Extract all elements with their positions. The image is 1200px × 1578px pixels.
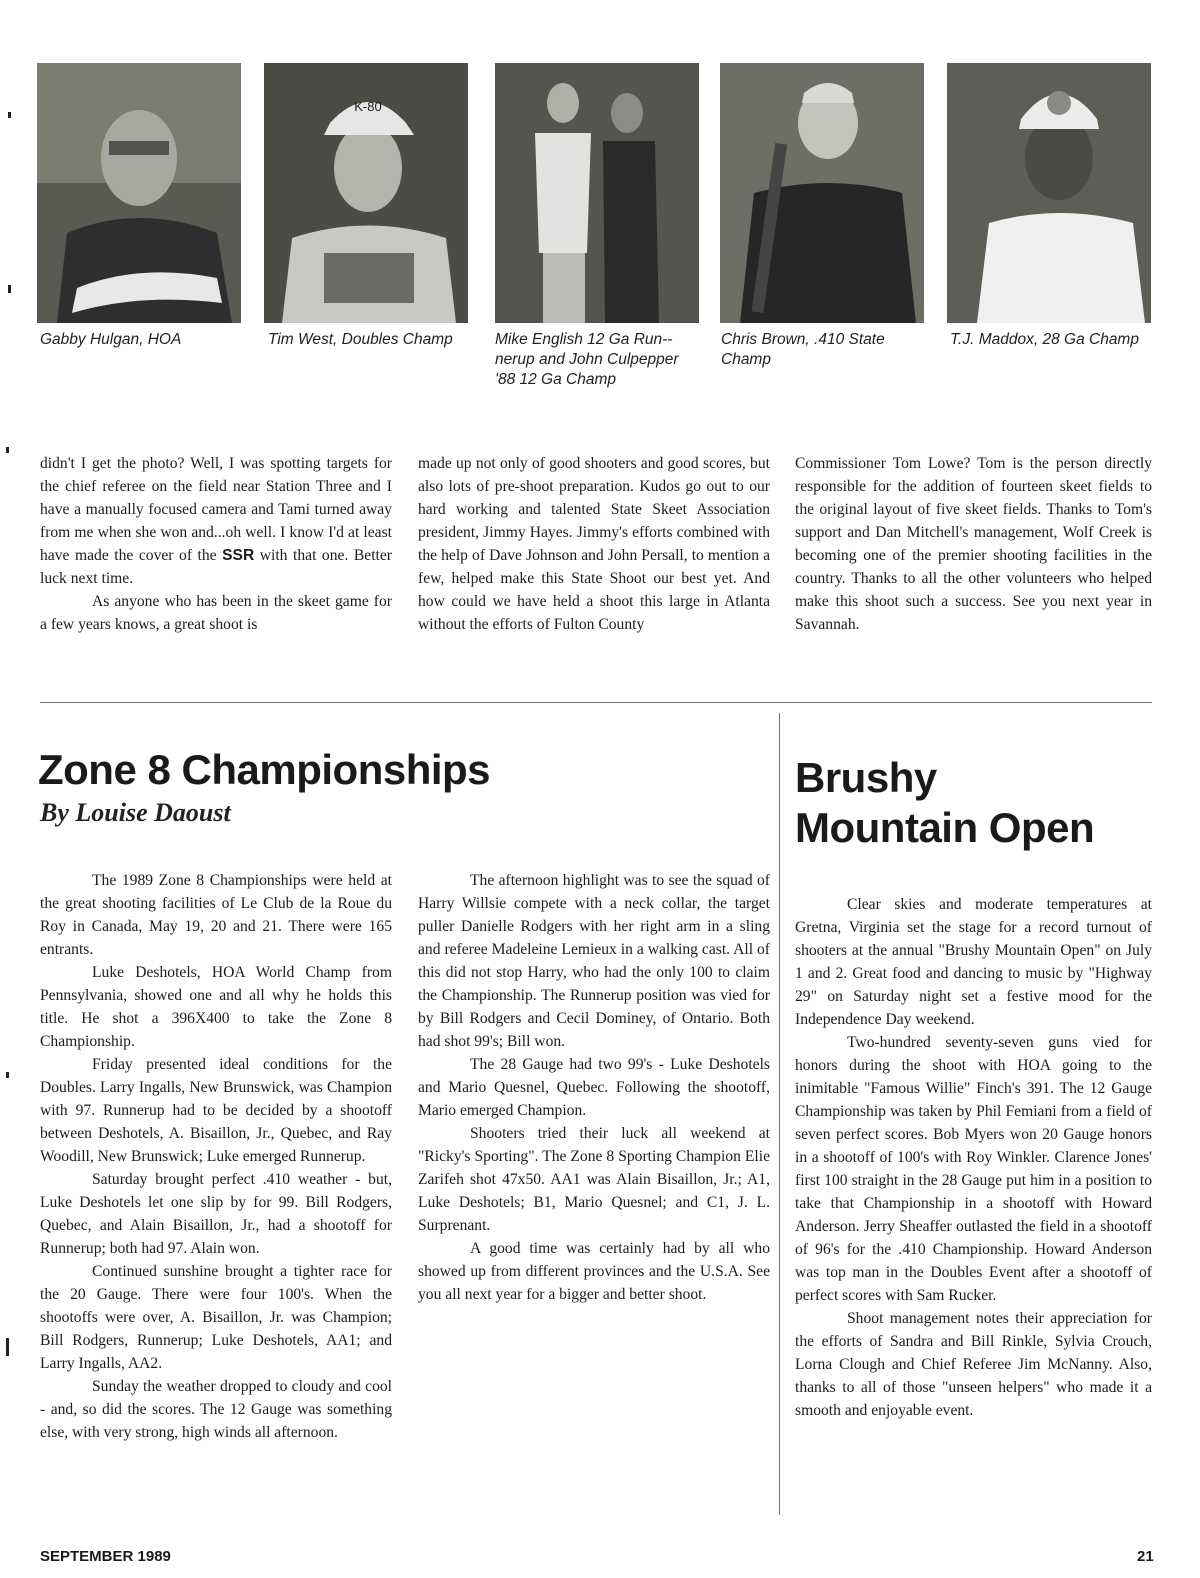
scan-mark [6,1072,9,1078]
cap-text: K-80 [354,99,382,114]
brushy-title: Brushy Mountain Open [795,754,1095,851]
scan-mark [6,1338,9,1356]
top-article-col-1 [40,452,392,636]
zone8-col-2 [418,869,770,1306]
paragraph: A good time was certainly had by all who showed up from different provinces and the U.S.A. See you all next year for a bigger and better shoot. [418,1240,770,1303]
photo-mike-english-john-culpepper [495,63,699,323]
paragraph: The 28 Gauge had two 99's - Luke Deshotels and Mario Quesnel, Quebec. Following the shootoff, Mario emerged Champion. [418,1056,770,1119]
brushy-col [795,893,1152,1422]
caption-chris-brown: Chris Brown, .410 State Champ [721,331,885,368]
paragraph: Continued sunshine brought a tighter race for the 20 Gauge. There were four 100's. When the shootoffs were over, A. Bisaillon, Jr. was Champion; Bill Rodgers, Runnerup; Luke Deshotels, AA1; and Larry Ingalls, AA2. [40,1263,392,1372]
paragraph: Two-hundred seventy-seven guns vied for honors during the shoot with HOA going to the inimitable "Famous Willie" Finch's 391. The 12 Gauge Championship was taken by Phil Femiani from a field of seven perfect scores. Bob Myers won 20 Gauge honors in a shootoff of 100's with Roy Winkler. Clarence Jones' first 100 straight in the 28 Gauge put him in a position to take that Championship in a shootoff with Howard Anderson. Jerry Sheaffer outlasted the field in a shootoff of 96's for the .410 Championship. Howard Anderson was top man in the Doubles Event after a shootoff of perfect scores with Sam Rucker. [795,1034,1152,1304]
footer-issue-date: SEPTEMBER 1989 [40,1548,171,1565]
portrait-image [720,63,924,323]
scan-mark [8,285,11,293]
photo-gabby-hulgan [37,63,241,323]
caption-tim-west: Tim West, Doubles Champ [268,331,453,348]
paragraph: Luke Deshotels, HOA World Champ from Pennsylvania, showed one and all why he holds this title. He shot a 396X400 to take the Zone 8 Championship. [40,964,392,1050]
paragraph: Shoot management notes their appreciation for the efforts of Sandra and Bill Rinkle, Sylvia Crouch, Lorna Clough and Chief Referee Jim McNanny. Also, thanks to all of those "unseen helpers" who made it a smooth and enjoyable event. [795,1310,1152,1419]
scan-mark [8,112,11,118]
caption-tj-maddox: T.J. Maddox, 28 Ga Champ [950,331,1139,348]
zone8-col-1 [40,869,392,1444]
photo-chris-brown [720,63,924,323]
paragraph: made up not only of good shooters and good scores, but also lots of pre-shoot preparation. Kudos go out to our hard working and talented State Skeet Association president, Jimmy Hayes. Jimmy's efforts combined with the help of Dave Johnson and John Persall, to mention a few, helped make this State Shoot our best yet. And how could we have held a shoot this large in Atlanta without the efforts of Fulton County [418,455,770,633]
top-article-col-3 [795,452,1152,636]
zone8-byline: By Louise Daoust [40,798,231,827]
top-article-col-2 [418,452,770,636]
section-divider-vertical [779,713,780,1515]
paragraph: The 1989 Zone 8 Championships were held at the great shooting facilities of Le Club de la Roue du Roy in Canada, May 19, 20 and 21. There were 165 entrants. [40,872,392,958]
paragraph: Sunday the weather dropped to cloudy and cool - and, so did the scores. The 12 Gauge was something else, with very strong, high winds all afternoon. [40,1378,392,1441]
paragraph: Clear skies and moderate temperatures at Gretna, Virginia set the stage for a record turnout of shooters at the annual "Brushy Mountain Open" on July 1 and 2. Great food and dancing to music by "Highway 29" on Saturday night set a festive mood for the Independence Day weekend. [795,896,1152,1028]
photo-tim-west [264,63,468,323]
paragraph: Saturday brought perfect .410 weather - but, Luke Deshotels let one slip by for 99. Bill Rodgers, Quebec, and Alain Bisaillon, Jr., had a shootoff for Runnerup; both had 97. Alain won. [40,1171,392,1257]
paragraph: Shooters tried their luck all weekend at "Ricky's Sporting". The Zone 8 Sporting Champion Elie Zarifeh shot 47x50. AA1 was Alain Bisaillon, Jr.; A1, Luke Deshotels; B1, Mario Quesnel; and C1, J. L. Surprenant. [418,1125,770,1234]
paragraph: As anyone who has been in the skeet game for a few years knows, a great shoot is [40,593,392,633]
section-divider-horizontal [40,702,1152,703]
photo-tj-maddox [947,63,1151,323]
caption-gabby-hulgan: Gabby Hulgan, HOA [40,331,182,348]
caption-mike-english: Mike English 12 Ga Run-- nerup and John Culpepper '88 12 Ga Champ [495,331,679,388]
portrait-image [37,63,241,323]
portrait-image [264,63,468,323]
footer-page-number: 21 [1137,1548,1154,1565]
paragraph: The afternoon highlight was to see the squad of Harry Willsie compete with a neck collar, the target puller Danielle Rodgers with her right arm in a sling and referee Madeleine Lemieux in a walking cast. All of this did not stop Harry, who had the only 100 to claim the Championship. The Runnerup position was vied for by Bill Rodgers and Cecil Dominey, of Ontario. Both had shot 99's; Bill won. [418,872,770,1050]
portrait-image [947,63,1151,323]
scan-mark [6,447,9,453]
zone8-title: Zone 8 Championships [38,746,491,793]
paragraph: Friday presented ideal conditions for the Doubles. Larry Ingalls, New Brunswick, was Champion with 97. Runnerup had to be decided by a shootoff between Deshotels, A. Bisaillon, Jr., Quebec, and Ray Woodill, New Brunswick; Luke emerged Runnerup. [40,1056,392,1165]
paragraph: Commissioner Tom Lowe? Tom is the person directly responsible for the addition of fourteen skeet fields to the original layout of five skeet fields. Thanks to Tom's support and Dan Mitchell's management, Wolf Creek is becoming one of the premier shooting facilities in the country. Thanks to all the other volunteers who helped make this shoot such a success. See you next year in Savannah. [795,455,1152,633]
paragraph: didn't I get the photo? Well, I was spotting targets for the chief referee on the field near Station Three and I have a manually focused camera and Tami turned away from me when she won and...oh well. I know I'd at least have made the cover of the SSR with that one. Better luck next time. [40,455,392,587]
portrait-image [495,63,699,323]
